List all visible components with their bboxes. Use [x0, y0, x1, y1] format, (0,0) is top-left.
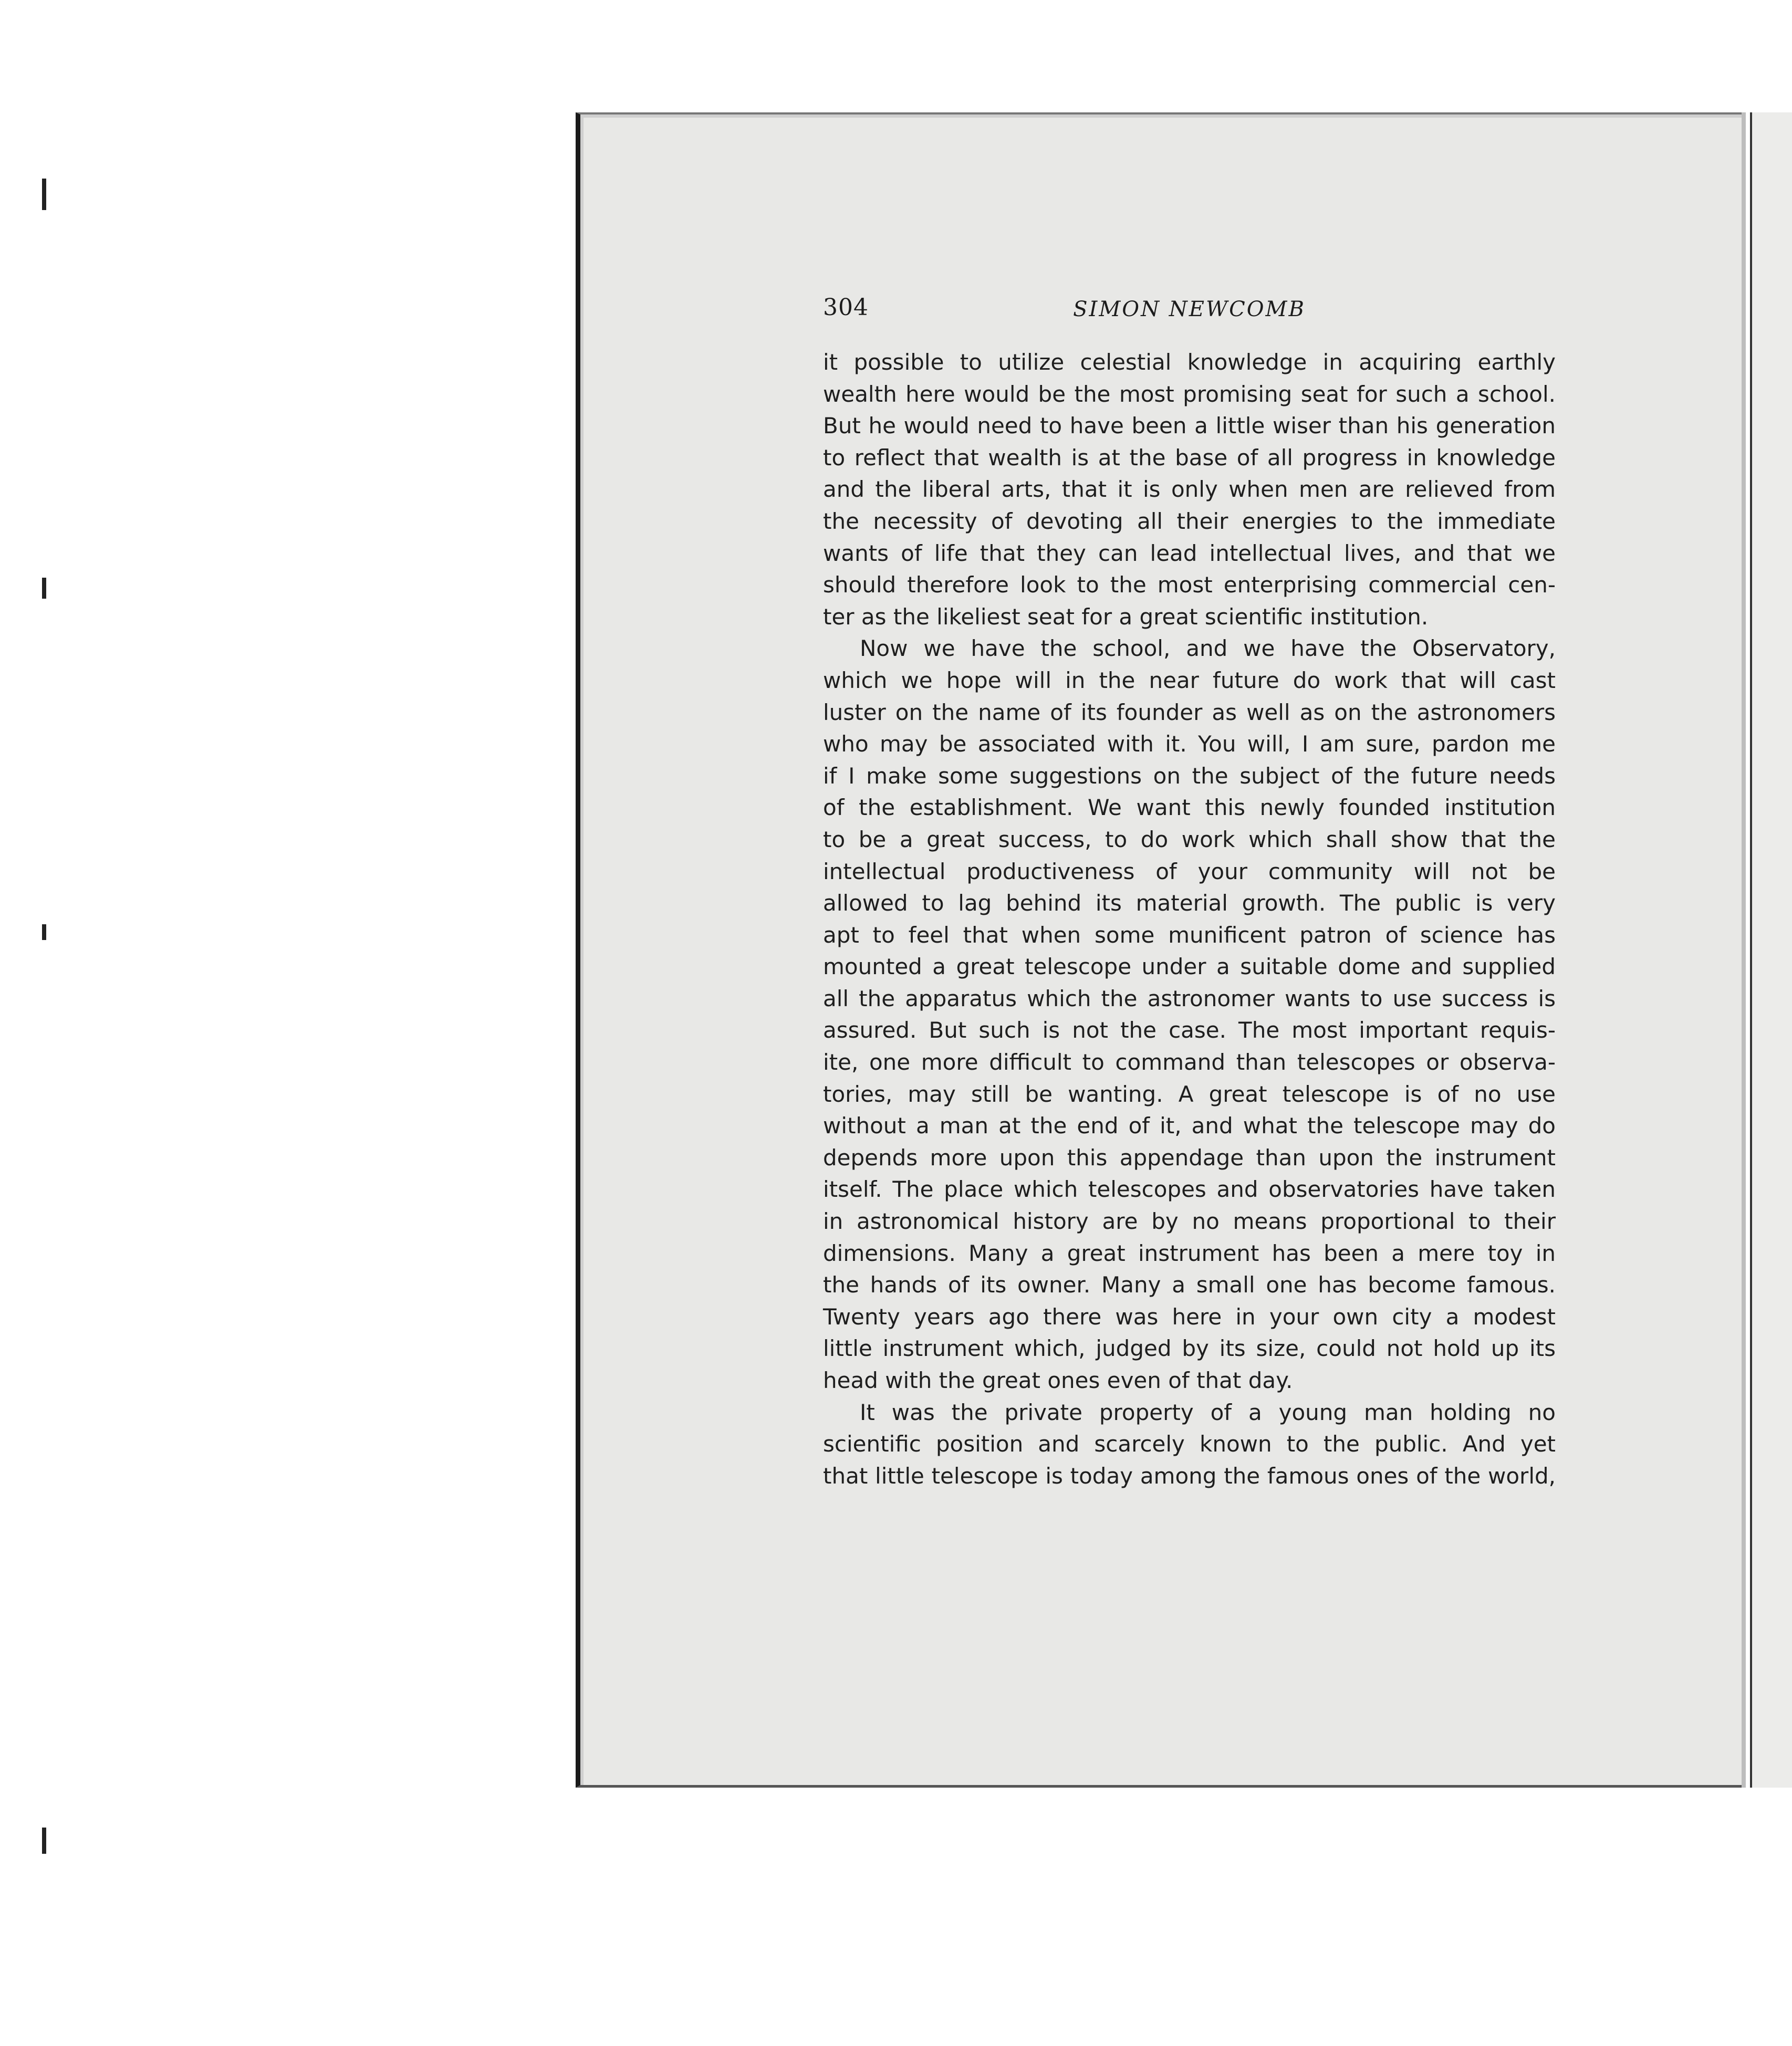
- body-text: [823, 347, 1556, 1492]
- text-line: in astronomical history are by no means proportional to their: [823, 1208, 1556, 1235]
- text-line: apt to feel that when some munificent patron of science has: [823, 922, 1556, 948]
- paragraph: [823, 1397, 1556, 1492]
- text-line: But he would need to have been a little wiser than his generation: [823, 413, 1556, 439]
- text-line: little instrument which, judged by its size, could not hold up its: [823, 1335, 1556, 1362]
- text-line: depends more upon this appendage than upon the instrument: [823, 1144, 1556, 1171]
- text-line: who may be associated with it. You will, I am sure, pardon me: [823, 731, 1556, 757]
- text-line: head with the great ones even of that day.: [823, 1368, 1293, 1393]
- text-line: to be a great success, to do work which shall show that the: [823, 826, 1556, 852]
- text-line: wants of life that they can lead intellectual lives, and that we: [823, 540, 1556, 566]
- text-line: intellectual productiveness of your community will not be: [823, 858, 1556, 884]
- text-line: which we hope will in the near future do work that will cast: [823, 667, 1556, 693]
- text-line: of the establishment. We want this newly founded institution: [823, 795, 1556, 821]
- text-line: tories, may still be wanting. A great telescope is of no use: [823, 1081, 1556, 1107]
- text-line: assured. But such is not the case. The most important requis-: [823, 1017, 1556, 1043]
- page-gutter-edge: [1742, 112, 1746, 1788]
- scan-artifact: [42, 1828, 46, 1854]
- running-title: SIMON NEWCOMB: [1073, 297, 1306, 321]
- text-line: all the apparatus which the astronomer wants to use success is: [823, 985, 1556, 1011]
- text-line: should therefore look to the most enterprising commercial cen-: [823, 572, 1556, 598]
- text-line: Twenty years ago there was here in your own city a modest: [823, 1303, 1556, 1330]
- text-line: wealth here would be the most promising seat for such a school.: [823, 381, 1556, 407]
- text-line: ite, one more difficult to command than telescopes or observa-: [823, 1049, 1556, 1076]
- text-line: that little telescope is today among the famous ones of the world,: [823, 1463, 1556, 1489]
- text-line: ter as the likeliest seat for a great scientific institution.: [823, 603, 1429, 630]
- text-line: if I make some suggestions on the subject of the future needs: [823, 763, 1556, 789]
- text-line: the necessity of devoting all their energies to the immediate: [823, 508, 1556, 534]
- scan-left-margin: [0, 0, 53, 2046]
- scan-artifact: [42, 578, 46, 599]
- text-line: Now we have the school, and we have the Observatory,: [860, 635, 1556, 662]
- running-head: [823, 294, 1556, 326]
- text-line: mounted a great telescope under a suitable dome and supplied: [823, 954, 1556, 980]
- text-line: allowed to lag behind its material growth. The public is very: [823, 890, 1556, 916]
- paragraph: [823, 633, 1556, 1396]
- text-line: scientific position and scarcely known to the public. And yet: [823, 1431, 1556, 1457]
- facing-page-edge: [1750, 112, 1792, 1788]
- text-line: luster on the name of its founder as well as on the astronomers: [823, 699, 1556, 725]
- text-line: and the liberal arts, that it is only when men are relieved from: [823, 476, 1556, 503]
- paragraph: [823, 347, 1556, 633]
- scan-artifact: [42, 179, 46, 210]
- text-line: it possible to utilize celestial knowledge in acquiring earthly: [823, 349, 1556, 375]
- text-line: It was the private property of a young man holding no: [860, 1399, 1556, 1425]
- text-line: dimensions. Many a great instrument has been a mere toy in: [823, 1240, 1556, 1266]
- text-line: itself. The place which telescopes and observatories have taken: [823, 1176, 1556, 1203]
- text-line: without a man at the end of it, and what the telescope may do: [823, 1113, 1556, 1139]
- text-line: the hands of its owner. Many a small one has become famous.: [823, 1272, 1556, 1298]
- scan-artifact: [42, 924, 46, 940]
- page-number: 304: [823, 294, 869, 321]
- text-line: to reflect that wealth is at the base of all progress in knowledge: [823, 444, 1556, 471]
